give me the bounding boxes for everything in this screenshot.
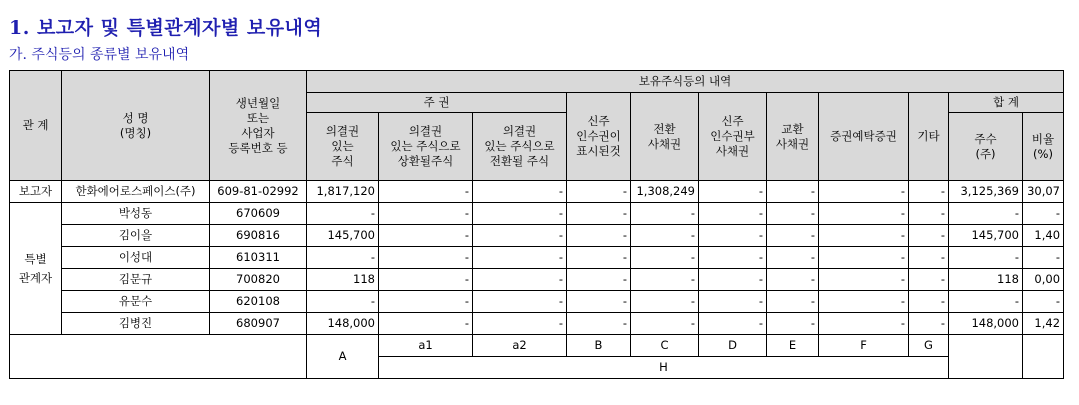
value-cell-a2: - (473, 269, 567, 291)
header-conv-voting2: 의결권 있는 주식으로 전환될 주식 (473, 113, 567, 181)
header-new-right: 신주 인수권이 표시된것 (567, 93, 631, 181)
name-cell: 김이을 (62, 225, 210, 247)
header-stock: 주 권 (307, 93, 567, 113)
value-cell-b: - (567, 269, 631, 291)
value-cell-f: - (819, 203, 909, 225)
value-cell-g: - (909, 313, 949, 335)
name-cell: 김병진 (62, 313, 210, 335)
value-cell-d: - (699, 181, 767, 203)
value-cell-f: - (819, 269, 909, 291)
value-cell-a2: - (473, 225, 567, 247)
value-cell-d: - (699, 203, 767, 225)
header-other: 기타 (909, 93, 949, 181)
legend-c: C (631, 335, 699, 357)
value-cell-a: - (307, 203, 379, 225)
header-total: 합 계 (949, 93, 1064, 113)
value-cell-c: - (631, 269, 699, 291)
value-cell-a1: - (379, 313, 473, 335)
header-shares: 주수 (주) (949, 113, 1023, 181)
value-cell-a2: - (473, 313, 567, 335)
value-cell-g: - (909, 225, 949, 247)
header-dr: 증권예탁증권 (819, 93, 909, 181)
value-cell-ratio: 1,40 (1023, 225, 1064, 247)
value-cell-b: - (567, 203, 631, 225)
page-title: 1. 보고자 및 특별관계자별 보유내역 (9, 17, 323, 39)
value-cell-a: 148,000 (307, 313, 379, 335)
value-cell-a1: - (379, 225, 473, 247)
table-row (10, 247, 1064, 269)
name-cell: 김문규 (62, 269, 210, 291)
value-cell-c: - (631, 313, 699, 335)
value-cell-f: - (819, 181, 909, 203)
value-cell-b: - (567, 247, 631, 269)
value-cell-ratio: 0,00 (1023, 269, 1064, 291)
relation-cell: 보고자 (10, 181, 62, 203)
value-cell-ratio: - (1023, 203, 1064, 225)
value-cell-a1: - (379, 291, 473, 313)
value-cell-shares: 148,000 (949, 313, 1023, 335)
table-row (10, 203, 1064, 225)
value-cell-g: - (909, 203, 949, 225)
value-cell-f: - (819, 225, 909, 247)
value-cell-shares: - (949, 203, 1023, 225)
value-cell-g: - (909, 247, 949, 269)
header-bw: 신주 인수권부 사채권 (699, 93, 767, 181)
value-cell-e: - (767, 269, 819, 291)
table-row (10, 313, 1064, 335)
name-cell: 박성동 (62, 203, 210, 225)
legend-d: D (699, 335, 767, 357)
table-row (10, 291, 1064, 313)
legend-b: B (567, 335, 631, 357)
relation-cell-special: 특별 관계자 (10, 203, 62, 335)
value-cell-a1: - (379, 181, 473, 203)
value-cell-g: - (909, 181, 949, 203)
value-cell-d: - (699, 291, 767, 313)
value-cell-f: - (819, 313, 909, 335)
header-conv-bond: 전환 사채권 (631, 93, 699, 181)
value-cell-d: - (699, 225, 767, 247)
value-cell-a: - (307, 291, 379, 313)
table-row (10, 181, 1064, 203)
id-cell: 620108 (210, 291, 307, 313)
header-voting: 의결권 있는 주식 (307, 113, 379, 181)
value-cell-c: - (631, 203, 699, 225)
value-cell-g: - (909, 291, 949, 313)
table-row (10, 225, 1064, 247)
legend-a2: a2 (473, 335, 567, 357)
name-cell: 이성대 (62, 247, 210, 269)
value-cell-g: - (909, 269, 949, 291)
value-cell-e: - (767, 247, 819, 269)
value-cell-shares: - (949, 247, 1023, 269)
value-cell-ratio: 1,42 (1023, 313, 1064, 335)
header-eb: 교환 사채권 (767, 93, 819, 181)
name-cell: 유문수 (62, 291, 210, 313)
value-cell-a: 118 (307, 269, 379, 291)
value-cell-ratio: 30,07 (1023, 181, 1064, 203)
id-cell: 670609 (210, 203, 307, 225)
value-cell-c: - (631, 247, 699, 269)
value-cell-a2: - (473, 203, 567, 225)
value-cell-a1: - (379, 269, 473, 291)
value-cell-shares: 145,700 (949, 225, 1023, 247)
value-cell-c: - (631, 225, 699, 247)
value-cell-e: - (767, 225, 819, 247)
value-cell-e: - (767, 313, 819, 335)
value-cell-f: - (819, 247, 909, 269)
header-relation: 관 계 (10, 71, 62, 181)
value-cell-d: - (699, 313, 767, 335)
value-cell-ratio: - (1023, 291, 1064, 313)
value-cell-a1: - (379, 247, 473, 269)
id-cell: 690816 (210, 225, 307, 247)
legend-g: G (909, 335, 949, 357)
value-cell-ratio: - (1023, 247, 1064, 269)
header-conv-voting: 의결권 있는 주식으로 상환될주식 (379, 113, 473, 181)
value-cell-a: 1,817,120 (307, 181, 379, 203)
value-cell-shares: - (949, 291, 1023, 313)
value-cell-d: - (699, 269, 767, 291)
header-ratio: 비율 (%) (1023, 113, 1064, 181)
value-cell-shares: 3,125,369 (949, 181, 1023, 203)
value-cell-a1: - (379, 203, 473, 225)
id-cell: 610311 (210, 247, 307, 269)
value-cell-f: - (819, 291, 909, 313)
value-cell-d: - (699, 247, 767, 269)
legend-total-shares (949, 335, 1023, 379)
id-cell: 609-81-02992 (210, 181, 307, 203)
value-cell-e: - (767, 291, 819, 313)
value-cell-a: - (307, 247, 379, 269)
value-cell-b: - (567, 291, 631, 313)
value-cell-a: 145,700 (307, 225, 379, 247)
holdings-table (9, 70, 1064, 379)
value-cell-c: - (631, 291, 699, 313)
section-subtitle: 가. 주식등의 종류별 보유내역 (9, 47, 190, 63)
value-cell-c: 1,308,249 (631, 181, 699, 203)
legend-a1: a1 (379, 335, 473, 357)
value-cell-b: - (567, 225, 631, 247)
value-cell-b: - (567, 181, 631, 203)
value-cell-a2: - (473, 291, 567, 313)
header-birth: 생년월일 또는 사업자 등록번호 등 (210, 71, 307, 181)
legend-f: F (819, 335, 909, 357)
legend-h: H (379, 357, 949, 379)
id-cell: 700820 (210, 269, 307, 291)
legend-a: A (307, 335, 379, 379)
header-name: 성 명 (명칭) (62, 71, 210, 181)
table-row (10, 269, 1064, 291)
legend-blank (10, 335, 307, 379)
value-cell-e: - (767, 181, 819, 203)
name-cell: 한화에어로스페이스(주) (62, 181, 210, 203)
value-cell-e: - (767, 203, 819, 225)
id-cell: 680907 (210, 313, 307, 335)
header-holdings: 보유주식등의 내역 (307, 71, 1064, 93)
legend-total-ratio (1023, 335, 1064, 379)
legend-e: E (767, 335, 819, 357)
value-cell-b: - (567, 313, 631, 335)
value-cell-shares: 118 (949, 269, 1023, 291)
value-cell-a2: - (473, 181, 567, 203)
value-cell-a2: - (473, 247, 567, 269)
